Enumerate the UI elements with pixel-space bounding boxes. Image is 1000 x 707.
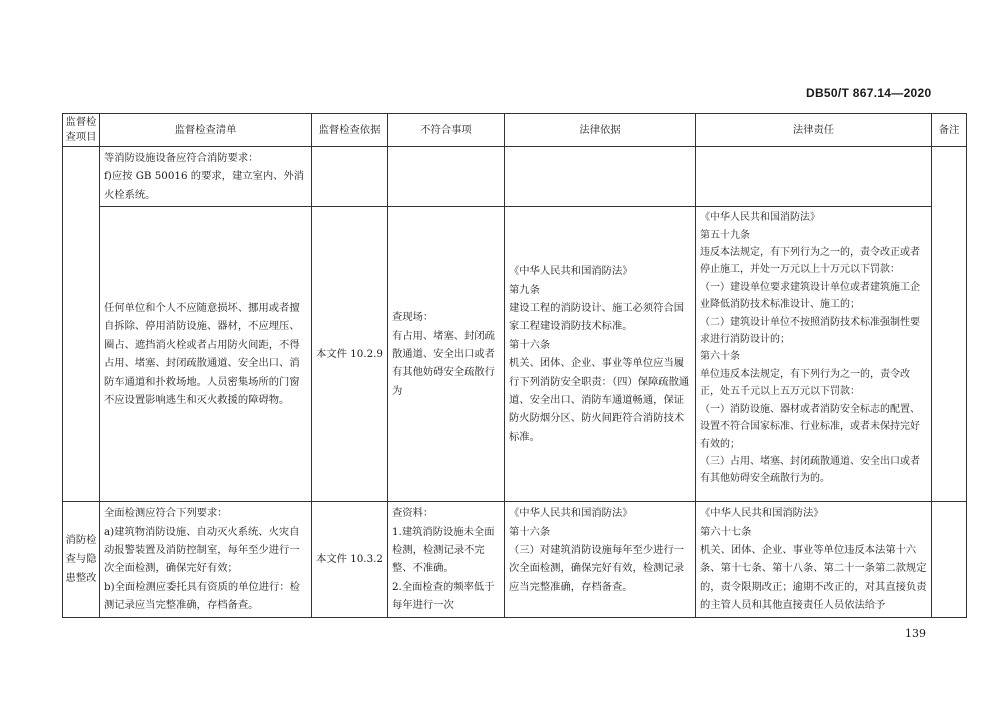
- list-cell: [100, 502, 312, 617]
- legal-basis-line: 机关、团体、企业、事业等单位应当履行下列消防安全职责：（四）保障疏散通道、安全出口、消防车通道畅通，保证防火防烟分区、防火间距符合消防技术标准。: [509, 357, 690, 443]
- table-row: [63, 207, 967, 502]
- list-line: 火栓系统。: [104, 188, 156, 201]
- noncompliance-line: 查现场：: [392, 311, 434, 324]
- legal-basis-line: 建设工程的消防设计、施工必须符合国家工程建设消防技术标准。: [509, 302, 685, 333]
- legal-basis-cell: [505, 207, 696, 502]
- legal-liability-line: （一）消防设施、器材或者消防安全标志的配置、设置不符合国家标准、行业标准，或者未保持完好有效的；: [700, 403, 920, 450]
- legal-liability-line: 单位违反本法规定，有下列行为之一的，责令改正，处五千元以上五万元以下罚款：: [700, 368, 910, 398]
- noncompliance-line: 2.全面检查的频率低于每年进行一次: [392, 580, 495, 612]
- legal-basis-cell: [505, 502, 696, 617]
- table-row: [63, 147, 967, 207]
- item-cell: [63, 147, 100, 502]
- legal-liability-cell: [696, 147, 932, 207]
- legal-basis-line: 《中华人民共和国消防法》: [509, 507, 633, 520]
- legal-liability-line: （三）占用、堵塞、封闭疏散通道、安全出口或者有其他妨碍安全疏散行为的。: [700, 455, 920, 485]
- noncompliance-line: 有占用、堵塞、封闭疏散通道、安全出口或者有其他妨碍安全疏散行为: [392, 329, 495, 397]
- document-code: DB50/T 867.14—2020: [806, 86, 932, 100]
- remarks-cell: [932, 147, 967, 502]
- header-noncompliance: 不符合事项: [388, 114, 505, 147]
- list-line: 全面检测应符合下列要求：: [104, 507, 228, 520]
- list-line: b)全面检测应委托具有资质的单位进行：检测记录应当完整准确，存档备查。: [104, 580, 300, 612]
- table-row: [63, 502, 967, 617]
- item-cell: 消防检查与隐患整改: [63, 502, 100, 617]
- legal-liability-line: 违反本法规定，有下列行为之一的，责令改正或者停止施工，并处一万元以上十万元以下罚款：: [700, 247, 920, 276]
- legal-basis-line: 第十六条: [509, 525, 551, 538]
- legal-basis-line: 第九条: [509, 283, 540, 296]
- header-list: 监督检查清单: [100, 114, 312, 147]
- legal-liability-line: 机关、团体、企业、事业等单位违反本法第十六条、第十七条、第十八条、第二十一条第二款规定的，责令限期改正；逾期不改正的，对其直接负责的主管人员和其他直接责任人员依法给予: [700, 544, 927, 612]
- legal-basis-line: （三）对建筑消防设施每年至少进行一次全面检测，确保完好有效，检测记录应当完整准确，存档备查。: [509, 544, 685, 593]
- supervision-table: [62, 113, 967, 618]
- list-text: 任何单位和个人不应随意损坏、挪用或者擅自拆除、停用消防设施、器材，不应埋压、圈占、遮挡消火栓或者占用防火间距，不得占用、堵塞、封闭疏散通道、安全出口、消防车通道和扑救场地。人员密集场所的门窗不应设置影响逃生和灭火救援的障碍物。: [104, 302, 300, 407]
- header-remarks: 备注: [932, 114, 967, 147]
- noncompliance-line: 查资料：: [392, 507, 434, 520]
- list-line: a)建筑物消防设施、自动灭火系统、火灾自动报警装置及消防控制室，每年至少进行一次全面检测，确保完好有效；: [104, 525, 300, 575]
- legal-liability-line: 第六十七条: [700, 525, 752, 538]
- legal-basis-line: 《中华人民共和国消防法》: [509, 265, 633, 278]
- legal-liability-cell: [696, 502, 932, 617]
- legal-liability-line: 《中华人民共和国消防法》: [700, 212, 820, 224]
- noncompliance-cell: [388, 502, 505, 617]
- list-cell: [100, 147, 312, 207]
- legal-basis-line: 第十六条: [509, 338, 551, 351]
- basis-cell: [312, 147, 388, 207]
- legal-liability-line: （一）建设单位要求建筑设计单位或者建筑施工企业降低消防技术标准设计、施工的；: [700, 281, 920, 311]
- basis-cell: 本文件 10.3.2: [312, 502, 388, 617]
- legal-liability-line: 《中华人民共和国消防法》: [700, 507, 824, 520]
- noncompliance-cell: [388, 207, 505, 502]
- header-row: [63, 114, 967, 147]
- page-number: 139: [905, 627, 926, 640]
- list-line: 等消防设施设备应符合消防要求：: [104, 152, 259, 164]
- header-item: 监督检查项目: [63, 114, 100, 147]
- remarks-cell: [932, 502, 967, 617]
- noncompliance-line: 1.建筑消防设施未全面检测，检测记录不完整、不准确。: [392, 525, 495, 575]
- list-line: f)应按 GB 50016 的要求，建立室内、外消: [104, 170, 305, 183]
- header-basis: 监督检查依据: [312, 114, 388, 147]
- legal-liability-line: 第五十九条: [700, 229, 750, 241]
- list-cell: [100, 207, 312, 502]
- legal-basis-cell: [505, 147, 696, 207]
- basis-cell: 本文件 10.2.9: [312, 207, 388, 502]
- noncompliance-cell: [388, 147, 505, 207]
- legal-liability-line: 第六十条: [700, 351, 740, 363]
- legal-liability-line: （二）建筑设计单位不按照消防技术标准强制性要求进行消防设计的；: [700, 316, 920, 346]
- header-legal-basis: 法律依据: [505, 114, 696, 147]
- legal-liability-cell: [696, 207, 932, 502]
- header-legal-liability: 法律责任: [696, 114, 932, 147]
